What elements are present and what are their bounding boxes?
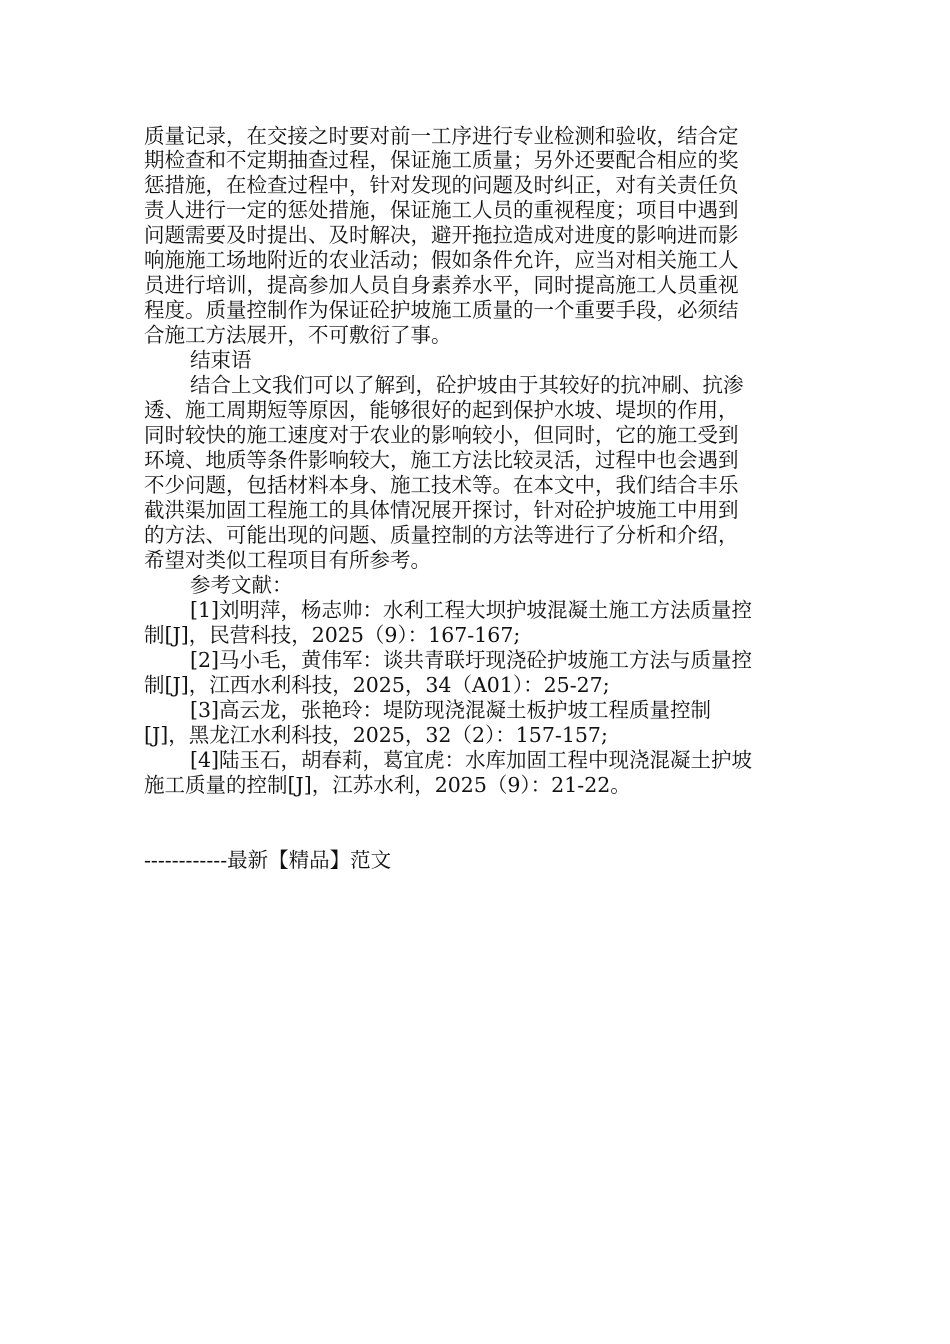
reference-item-3-cont: [J]，黑龙江水利科技，2025，32（2）：157-157; xyxy=(144,723,608,747)
conclusion-paragraph-line: 希望对类似工程项目有所参考。 xyxy=(144,548,431,572)
reference-item-2-cont: 制[J]，江西水利科技，2025，34（A01）：25-27; xyxy=(144,673,610,697)
quality-paragraph-line: 合施工方法展开，不可敷衍了事。 xyxy=(144,323,452,347)
references-heading: 参考文献： xyxy=(190,573,293,597)
conclusion-paragraph-line: 透、施工周期短等原因，能够很好的起到保护水坡、堤坝的作用， xyxy=(144,398,739,422)
quality-paragraph-line: 响施施工场地附近的农业活动；假如条件允许，应当对相关施工人 xyxy=(144,248,739,272)
reference-item-4: [4]陆玉石，胡春莉，葛宜虎：水库加固工程中现浇混凝土护坡 xyxy=(190,748,753,772)
quality-paragraph-line: 责人进行一定的惩处措施，保证施工人员的重视程度；项目中遇到 xyxy=(144,198,739,222)
quality-paragraph-line: 惩措施，在检查过程中，针对发现的问题及时纠正，对有关责任负 xyxy=(144,173,739,197)
reference-item-2: [2]马小毛，黄伟军：谈共青联圩现浇砼护坡施工方法与质量控 xyxy=(190,648,753,672)
reference-item-3: [3]高云龙，张艳玲：堤防现浇混凝土板护坡工程质量控制 xyxy=(190,698,712,722)
quality-paragraph-line: 期检查和不定期抽查过程，保证施工质量；另外还要配合相应的奖 xyxy=(144,148,739,172)
conclusion-heading: 结束语 xyxy=(190,348,252,372)
quality-paragraph-line: 质量记录，在交接之时要对前一工序进行专业检测和验收，结合定 xyxy=(144,124,739,148)
quality-paragraph-line: 问题需要及时提出、及时解决，避开拖拉造成对进度的影响进而影 xyxy=(144,223,739,247)
quality-paragraph-line: 程度。质量控制作为保证砼护坡施工质量的一个重要手段，必须结 xyxy=(144,298,739,322)
conclusion-paragraph-line: 的方法、可能出现的问题、质量控制的方法等进行了分析和介绍， xyxy=(144,523,739,547)
conclusion-paragraph-line: 环境、地质等条件影响较大，施工方法比较灵活，过程中也会遇到 xyxy=(144,448,739,472)
reference-item-1-cont: 制[J]，民营科技，2025（9）：167-167; xyxy=(144,623,521,647)
conclusion-paragraph-line: 结合上文我们可以了解到，砼护坡由于其较好的抗冲刷、抗渗 xyxy=(190,373,744,397)
conclusion-paragraph-line: 截洪渠加固工程施工的具体情况展开探讨，针对砼护坡施工中用到 xyxy=(144,498,739,522)
conclusion-paragraph-line: 同时较快的施工速度对于农业的影响较小，但同时，它的施工受到 xyxy=(144,423,739,447)
conclusion-paragraph-line: 不少问题，包括材料本身、施工技术等。在本文中，我们结合丰乐 xyxy=(144,473,739,497)
reference-item-1: [1]刘明萍，杨志帅：水利工程大坝护坡混凝土施工方法质量控 xyxy=(190,598,753,622)
reference-item-4-cont: 施工质量的控制[J]，江苏水利，2025（9）：21-22。 xyxy=(144,773,631,797)
page-footer: ------------最新【精品】范文 xyxy=(144,848,392,872)
quality-paragraph-line: 员进行培训，提高参加人员自身素养水平，同时提高施工人员重视 xyxy=(144,273,739,297)
